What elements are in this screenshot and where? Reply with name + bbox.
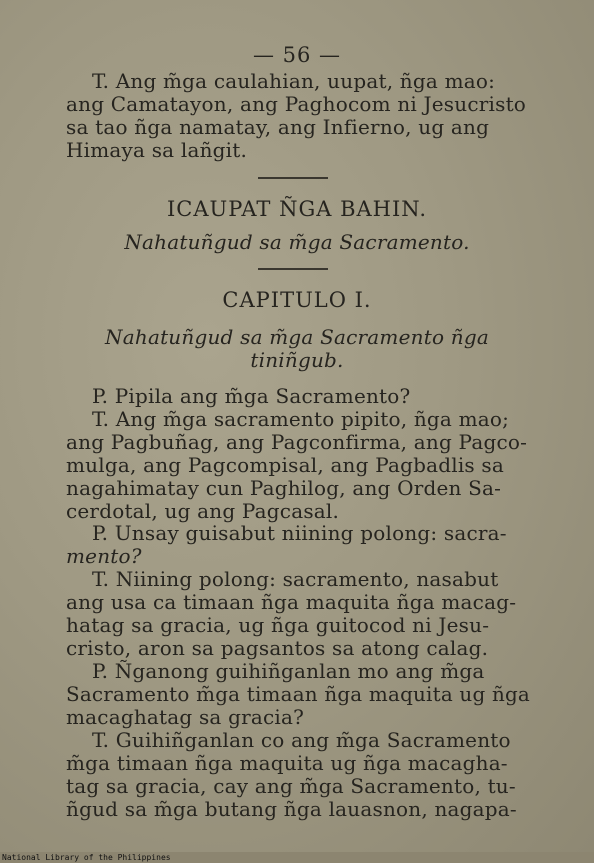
body-line: T. Niining polong: sacramento, nasabut bbox=[92, 567, 499, 591]
page-number: — 56 — bbox=[252, 43, 342, 67]
paragraph-line: sa tao ñga namatay, ang Infierno, ug ang bbox=[66, 115, 490, 139]
body-line: P. Pipila ang m̃ga Sacramento? bbox=[92, 384, 411, 408]
body-line: P. Ñganong guihiñganlan mo ang m̃ga bbox=[92, 659, 485, 683]
body-line: nagahimatay cun Paghilog, ang Orden Sa- bbox=[66, 476, 502, 500]
body-line: tag sa gracia, cay ang m̃ga Sacramento, tu- bbox=[66, 774, 516, 798]
body-line: ang usa ca timaan ñga maquita ñga macag- bbox=[66, 590, 517, 614]
body-line: cerdotal, ug ang Pagcasal. bbox=[66, 499, 340, 523]
paragraph-line: Himaya sa lañgit. bbox=[66, 138, 248, 162]
body-line: macaghatag sa gracia? bbox=[66, 705, 305, 729]
body-line: cristo, aron sa pagsantos sa atong calag. bbox=[66, 636, 489, 660]
section-subtitle: Nahatuñgud sa m̃ga Sacramento. bbox=[124, 230, 470, 254]
body-line: m̃ga timaan ñga maquita ug ñga macagha- bbox=[66, 751, 508, 775]
body-line: mulga, ang Pagcompisal, ang Pagbadlis sa bbox=[66, 453, 505, 477]
section-divider bbox=[258, 177, 328, 179]
paragraph-line: T. Ang m̃ga caulahian, uupat, ñga mao: bbox=[92, 69, 496, 93]
body-line: T. Ang m̃ga sacramento pipito, ñga mao; bbox=[92, 407, 510, 431]
body-line: ñgud sa m̃ga butang ñga lauasnon, nagapa- bbox=[66, 797, 517, 821]
body-line: Sacramento m̃ga timaan ñga maquita ug ñga bbox=[66, 682, 531, 706]
paragraph-line: ang Camatayon, ang Paghocom ni Jesucristo bbox=[66, 92, 527, 116]
body-line: hatag sa gracia, ug ñga guitocod ni Jesu- bbox=[66, 613, 490, 637]
chapter-subtitle: tiniñgub. bbox=[250, 348, 344, 372]
body-line: mento? bbox=[66, 544, 142, 568]
chapter-divider bbox=[258, 268, 328, 270]
body-line: P. Unsay guisabut niining polong: sacra- bbox=[92, 521, 507, 545]
body-line: ang Pagbuñag, ang Pagconfirma, ang Pagco- bbox=[66, 430, 528, 454]
chapter-title: CAPITULO I. bbox=[222, 288, 372, 312]
section-title: ICAUPAT ÑGA BAHIN. bbox=[166, 197, 428, 221]
body-line: T. Guihiñganlan co ang m̃ga Sacramento bbox=[92, 728, 511, 752]
chapter-subtitle: Nahatuñgud sa m̃ga Sacramento ñga bbox=[105, 325, 489, 349]
footer-credit: National Library of the Philippines bbox=[2, 853, 171, 862]
